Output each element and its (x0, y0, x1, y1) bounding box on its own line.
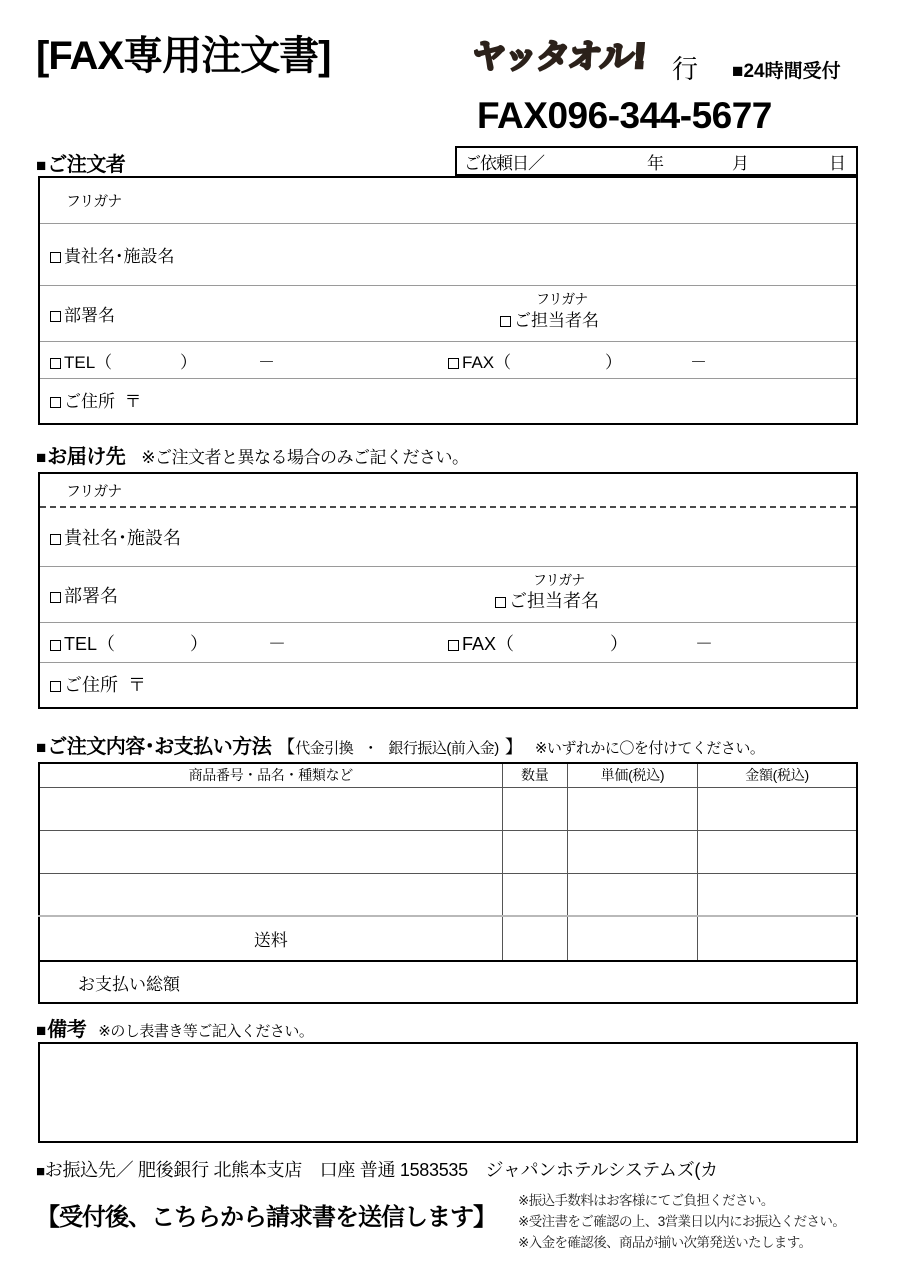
delivery-telfax-row[interactable] (40, 622, 856, 662)
square-bullet-icon: ■ (36, 1163, 45, 1180)
delivery-tel-text: TEL（ (64, 633, 116, 654)
delivery-address-label (50, 671, 146, 697)
orderer-fax-text: FAX（ (462, 352, 512, 372)
delivery-contact-group (495, 572, 599, 614)
orderer-company-text: 貴社名･施設名 (64, 247, 175, 266)
item-name-cell[interactable] (39, 873, 502, 916)
item-amount-cell[interactable] (698, 873, 857, 916)
item-qty-cell[interactable] (502, 787, 567, 830)
order-items-table (38, 762, 858, 1004)
checkbox-icon[interactable] (50, 640, 61, 651)
order-section-heading (36, 730, 764, 759)
delivery-dept-text: 部署名 (64, 585, 118, 606)
delivery-contact-text: ご担当者名 (509, 591, 599, 612)
orderer-furigana-label: フリガナ (66, 192, 122, 210)
orderer-contact-text: ご担当者名 (514, 310, 599, 330)
orderer-fax-label (448, 348, 511, 373)
shipping-amount-cell[interactable] (698, 916, 857, 961)
page-title: [FAX専用注文書] (36, 34, 331, 78)
delivery-address-text: ご住所 (64, 675, 118, 695)
delivery-contact-furigana-label: フリガナ (533, 573, 585, 589)
shipping-row[interactable] (39, 916, 857, 961)
delivery-address-row[interactable] (40, 662, 856, 707)
orderer-contact-group (500, 292, 599, 331)
orderer-dept-label (50, 301, 115, 326)
item-amount-cell[interactable] (698, 830, 857, 873)
invoice-notice: 【受付後、こちらから請求書を送信します】 (36, 1204, 496, 1231)
orderer-contact-label (500, 311, 599, 330)
order-date-day-label: 日 (829, 153, 846, 173)
delivery-fax-text: FAX（ (462, 633, 515, 654)
item-name-cell[interactable] (39, 787, 502, 830)
checkbox-icon[interactable] (500, 316, 511, 327)
pay-option-transfer[interactable]: 銀行振込(前入金) (388, 740, 499, 757)
checkbox-icon[interactable] (50, 311, 61, 322)
pay-separator: ・ (363, 740, 379, 757)
orderer-section-heading (36, 148, 125, 177)
checkbox-icon[interactable] (50, 358, 61, 369)
item-qty-cell[interactable] (502, 873, 567, 916)
delivery-tel-label (50, 630, 115, 656)
orderer-company-label (50, 242, 175, 267)
remarks-heading-note: ※のし表書き等ご記入ください。 (98, 1023, 314, 1040)
orderer-tel-label (50, 348, 112, 373)
column-header-unit-price: 単価(税込) (567, 763, 697, 787)
orderer-fax-dash: － (690, 352, 707, 372)
table-row[interactable] (39, 787, 857, 830)
checkbox-icon[interactable] (448, 358, 459, 369)
delivery-fax-paren-close: ） (610, 633, 628, 654)
item-unit-cell[interactable] (567, 830, 697, 873)
order-date-label: ご依頼日／ (464, 153, 544, 173)
orderer-dept-text: 部署名 (64, 306, 115, 325)
delivery-fax-dash: － (695, 633, 713, 654)
order-date-year-label: 年 (647, 153, 664, 173)
remarks-heading-text: 備考 (47, 1019, 87, 1041)
delivery-details-box (38, 472, 858, 709)
checkbox-icon[interactable] (495, 597, 506, 608)
pay-brace-open: 【 (277, 737, 296, 757)
delivery-fax-label (448, 630, 514, 656)
bank-transfer-info (36, 1156, 718, 1182)
delivery-heading-text: お届け先 (47, 446, 126, 468)
order-date-month-label: 月 (732, 153, 749, 173)
orderer-address-row[interactable] (40, 378, 856, 425)
remarks-section-heading (36, 1013, 313, 1042)
order-heading-text: ご注文内容･お支払い方法 (47, 736, 272, 758)
delivery-company-label (50, 524, 181, 550)
order-date-box[interactable] (455, 146, 858, 176)
item-unit-cell[interactable] (567, 873, 697, 916)
total-label: お支払い総額 (39, 961, 857, 1003)
pay-instruction-note: ※いずれかに〇を付けてください。 (534, 740, 765, 757)
checkbox-icon[interactable] (50, 592, 61, 603)
addressee-suffix: 行 (672, 54, 699, 84)
item-qty-cell[interactable] (502, 830, 567, 873)
orderer-address-text: ご住所 (64, 392, 115, 411)
checkbox-icon[interactable] (50, 252, 61, 263)
footer-note-1: ※振込手数料はお客様にてご負担ください。 (518, 1193, 774, 1208)
delivery-tel-dash: － (268, 633, 286, 654)
item-name-cell[interactable] (39, 830, 502, 873)
shipping-qty-cell[interactable] (502, 916, 567, 961)
bank-transfer-text: お振込先／ 肥後銀行 北熊本支店 口座 普通 1583535 ジャパンホテルシステムズ(カ (44, 1160, 718, 1180)
square-bullet-icon: ■ (36, 1021, 47, 1040)
pay-option-cod[interactable]: 代金引換 (295, 740, 354, 757)
orderer-heading-text: ご注文者 (47, 154, 126, 176)
orderer-dept-row[interactable] (40, 285, 856, 341)
delivery-postal-mark: 〒 (128, 675, 147, 695)
delivery-dept-row[interactable] (40, 566, 856, 622)
orderer-tel-paren-close: ） (180, 352, 197, 372)
orderer-address-label (50, 387, 141, 412)
square-bullet-icon: ■ (36, 738, 47, 757)
orderer-tel-dash: － (258, 352, 275, 372)
delivery-section-heading (36, 440, 469, 469)
orderer-tel-text: TEL（ (64, 352, 113, 372)
reception-hours-note: ■24時間受付 (732, 61, 841, 82)
checkbox-icon[interactable] (448, 640, 459, 651)
page-header (0, 0, 899, 140)
orderer-telfax-row[interactable] (40, 341, 856, 378)
footer-note-3: ※入金を確認後、商品が揃い次第発送いたします。 (518, 1234, 812, 1250)
orderer-postal-mark: 〒 (124, 392, 142, 411)
pay-brace-close: 】 (504, 737, 523, 757)
shipping-unit-cell[interactable] (567, 916, 697, 961)
column-header-qty: 数量 (502, 763, 567, 787)
orderer-contact-furigana-label: フリガナ (536, 292, 588, 308)
delivery-tel-paren-close: ） (190, 633, 208, 654)
item-amount-cell[interactable] (698, 787, 857, 830)
checkbox-icon[interactable] (50, 681, 61, 692)
item-unit-cell[interactable] (567, 787, 697, 830)
checkbox-icon[interactable] (50, 534, 61, 545)
orderer-furigana-row[interactable] (40, 178, 856, 223)
orderer-fax-paren-close: ） (605, 352, 622, 372)
delivery-furigana-label: フリガナ (66, 481, 122, 500)
shipping-label: 送料 (39, 916, 502, 961)
orderer-company-row[interactable] (40, 223, 856, 285)
table-row[interactable] (39, 830, 857, 873)
column-header-product: 商品番号・品名・種類など (39, 763, 502, 787)
delivery-contact-label (495, 591, 599, 611)
square-bullet-icon: ■ (36, 156, 47, 175)
footer-note-2: ※受注書をご確認の上、3営業日以内にお振込ください。 (518, 1213, 846, 1229)
square-bullet-icon: ■ (36, 448, 47, 467)
brand-logo-text: ヤッタオル! (470, 37, 647, 77)
table-header-row (39, 763, 857, 787)
delivery-furigana-row[interactable] (40, 474, 856, 508)
delivery-heading-note: ※ご注文者と異なる場合のみご記ください。 (141, 448, 469, 467)
column-header-amount: 金額(税込) (698, 763, 857, 787)
table-row[interactable] (39, 873, 857, 916)
remarks-input-area[interactable] (38, 1042, 858, 1143)
orderer-details-box (38, 176, 858, 425)
delivery-dept-label (50, 582, 118, 608)
fax-number: FAX096-344-5677 (477, 95, 772, 136)
delivery-company-row[interactable] (40, 508, 856, 566)
brand-logo (470, 37, 647, 77)
total-row[interactable] (39, 961, 857, 1003)
delivery-company-text: 貴社名･施設名 (64, 528, 181, 548)
footer-notes (518, 1191, 845, 1254)
checkbox-icon[interactable] (50, 397, 61, 408)
